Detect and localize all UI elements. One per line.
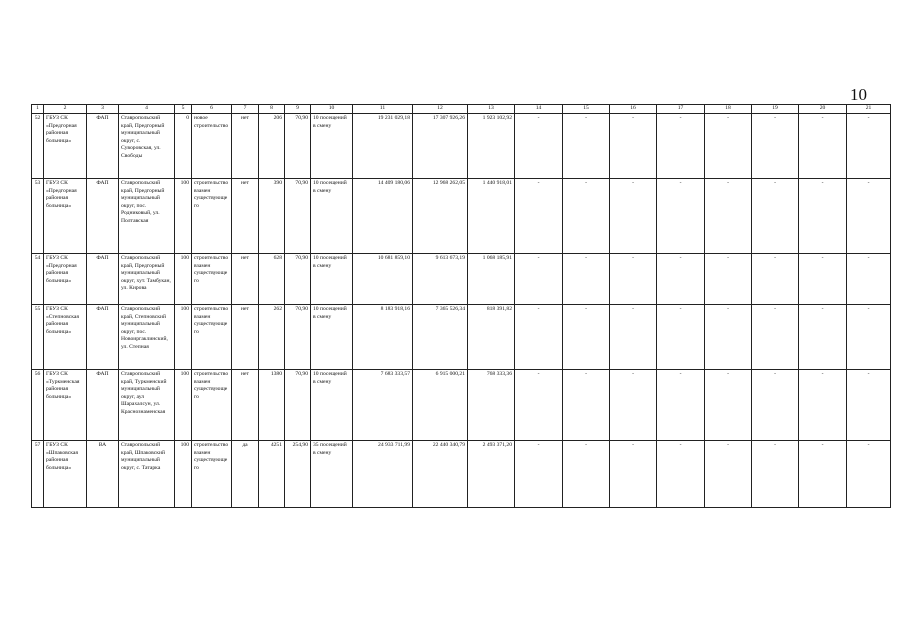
work-type-cell: строительство взамен существующего bbox=[192, 305, 232, 370]
column-9-cell: 254,90 bbox=[285, 441, 311, 508]
organization-cell: ГБУЗ СК «Предгорная районная больница» bbox=[44, 114, 87, 179]
capacity-cell: 10 посещений в смену bbox=[311, 114, 353, 179]
table-row bbox=[32, 254, 891, 305]
facility-type-cell: ФАП bbox=[87, 179, 119, 254]
empty-value-cell: - bbox=[752, 370, 799, 441]
empty-value-cell: - bbox=[515, 114, 563, 179]
empty-value-cell: - bbox=[705, 441, 752, 508]
empty-value-cell: - bbox=[705, 179, 752, 254]
cost-federal-cell: 12 968 262,05 bbox=[413, 179, 468, 254]
cost-total-cell: 8 183 918,16 bbox=[353, 305, 413, 370]
column-number-header: 14 bbox=[515, 105, 563, 114]
column-9-cell: 70,90 bbox=[285, 370, 311, 441]
empty-value-cell: - bbox=[752, 179, 799, 254]
empty-value-cell: - bbox=[847, 254, 891, 305]
facility-type-cell: ФАП bbox=[87, 305, 119, 370]
column-5-cell: 100 bbox=[175, 179, 192, 254]
empty-value-cell: - bbox=[752, 305, 799, 370]
cost-total-cell: 14 409 180,06 bbox=[353, 179, 413, 254]
cost-total-cell: 19 231 029,18 bbox=[353, 114, 413, 179]
empty-value-cell: - bbox=[563, 114, 610, 179]
empty-value-cell: - bbox=[515, 441, 563, 508]
column-9-cell: 70,90 bbox=[285, 305, 311, 370]
cost-regional-cell: 1 440 918,01 bbox=[468, 179, 515, 254]
empty-value-cell: - bbox=[705, 114, 752, 179]
page-number: 10 bbox=[850, 85, 867, 104]
capacity-cell: 10 посещений в смену bbox=[311, 370, 353, 441]
empty-value-cell: - bbox=[847, 179, 891, 254]
column-number-header: 18 bbox=[705, 105, 752, 114]
address-cell: Ставропольский край, Шпаковский муниципальный округ, с. Татарка bbox=[119, 441, 175, 508]
cost-regional-cell: 2 493 371,20 bbox=[468, 441, 515, 508]
column-number-header: 21 bbox=[847, 105, 891, 114]
cost-federal-cell: 7 365 526,34 bbox=[413, 305, 468, 370]
column-number-header: 12 bbox=[413, 105, 468, 114]
column-8-cell: 1380 bbox=[259, 370, 285, 441]
empty-value-cell: - bbox=[515, 370, 563, 441]
work-type-cell: строительство взамен существующего bbox=[192, 254, 232, 305]
column-number-header: 1 bbox=[32, 105, 44, 114]
column-7-cell: нет bbox=[232, 254, 259, 305]
empty-value-cell: - bbox=[799, 441, 847, 508]
empty-value-cell: - bbox=[515, 179, 563, 254]
column-number-header: 6 bbox=[192, 105, 232, 114]
empty-value-cell: - bbox=[705, 305, 752, 370]
column-number-header: 3 bbox=[87, 105, 119, 114]
facilities-table bbox=[31, 104, 891, 508]
empty-value-cell: - bbox=[705, 370, 752, 441]
empty-value-cell: - bbox=[563, 305, 610, 370]
work-type-cell: строительство взамен существующего bbox=[192, 441, 232, 508]
column-8-cell: 390 bbox=[259, 179, 285, 254]
column-number-header: 20 bbox=[799, 105, 847, 114]
cost-regional-cell: 1 923 102,92 bbox=[468, 114, 515, 179]
capacity-cell: 35 посещений в смену bbox=[311, 441, 353, 508]
empty-value-cell: - bbox=[610, 254, 657, 305]
organization-cell: ГБУЗ СК «Предгорная районная больница» bbox=[44, 254, 87, 305]
capacity-cell: 10 посещений в смену bbox=[311, 179, 353, 254]
empty-value-cell: - bbox=[610, 441, 657, 508]
column-number-header: 19 bbox=[752, 105, 799, 114]
empty-value-cell: - bbox=[847, 370, 891, 441]
empty-value-cell: - bbox=[799, 114, 847, 179]
cost-federal-cell: 9 613 673,19 bbox=[413, 254, 468, 305]
empty-value-cell: - bbox=[752, 114, 799, 179]
column-9-cell: 70,90 bbox=[285, 179, 311, 254]
table-row bbox=[32, 370, 891, 441]
cost-regional-cell: 768 333,36 bbox=[468, 370, 515, 441]
column-8-cell: 206 bbox=[259, 114, 285, 179]
empty-value-cell: - bbox=[752, 254, 799, 305]
empty-value-cell: - bbox=[799, 370, 847, 441]
column-number-header: 16 bbox=[610, 105, 657, 114]
empty-value-cell: - bbox=[563, 179, 610, 254]
table-row bbox=[32, 441, 891, 508]
empty-value-cell: - bbox=[657, 179, 705, 254]
table-row bbox=[32, 179, 891, 254]
column-7-cell: нет bbox=[232, 114, 259, 179]
column-5-cell: 100 bbox=[175, 441, 192, 508]
facility-type-cell: ФАП bbox=[87, 114, 119, 179]
address-cell: Ставропольский край, Туркменский муниципальный округ, аул Шарахалсун, ул. Краснознаменская bbox=[119, 370, 175, 441]
row-number-cell: 54 bbox=[32, 254, 44, 305]
empty-value-cell: - bbox=[705, 254, 752, 305]
empty-value-cell: - bbox=[847, 114, 891, 179]
column-number-header: 13 bbox=[468, 105, 515, 114]
column-9-cell: 70,90 bbox=[285, 114, 311, 179]
table-row bbox=[32, 114, 891, 179]
column-5-cell: 100 bbox=[175, 305, 192, 370]
empty-value-cell: - bbox=[657, 254, 705, 305]
column-7-cell: нет bbox=[232, 370, 259, 441]
empty-value-cell: - bbox=[515, 254, 563, 305]
organization-cell: ГБУЗ СК «Туркменская районная больница» bbox=[44, 370, 87, 441]
empty-value-cell: - bbox=[610, 370, 657, 441]
column-5-cell: 100 bbox=[175, 370, 192, 441]
work-type-cell: новое строительство bbox=[192, 114, 232, 179]
column-number-header: 9 bbox=[285, 105, 311, 114]
empty-value-cell: - bbox=[799, 179, 847, 254]
cost-regional-cell: 1 068 185,91 bbox=[468, 254, 515, 305]
address-cell: Ставропольский край, Предгорный муниципальный округ, пос. Родниковый, ул. Полтавская bbox=[119, 179, 175, 254]
facility-type-cell: ВА bbox=[87, 441, 119, 508]
empty-value-cell: - bbox=[847, 305, 891, 370]
work-type-cell: строительство взамен существующего bbox=[192, 179, 232, 254]
organization-cell: ГБУЗ СК «Степновская районная больница» bbox=[44, 305, 87, 370]
empty-value-cell: - bbox=[657, 370, 705, 441]
row-number-cell: 53 bbox=[32, 179, 44, 254]
cost-federal-cell: 17 307 926,26 bbox=[413, 114, 468, 179]
empty-value-cell: - bbox=[657, 441, 705, 508]
column-8-cell: 262 bbox=[259, 305, 285, 370]
column-8-cell: 628 bbox=[259, 254, 285, 305]
column-number-header: 4 bbox=[119, 105, 175, 114]
column-7-cell: да bbox=[232, 441, 259, 508]
empty-value-cell: - bbox=[799, 254, 847, 305]
column-5-cell: 0 bbox=[175, 114, 192, 179]
work-type-cell: строительство взамен существующего bbox=[192, 370, 232, 441]
empty-value-cell: - bbox=[563, 370, 610, 441]
column-7-cell: нет bbox=[232, 305, 259, 370]
cost-federal-cell: 6 915 000,21 bbox=[413, 370, 468, 441]
organization-cell: ГБУЗ СК «Шпаковская районная больница» bbox=[44, 441, 87, 508]
empty-value-cell: - bbox=[563, 441, 610, 508]
column-number-header: 5 bbox=[175, 105, 192, 114]
facility-type-cell: ФАП bbox=[87, 254, 119, 305]
empty-value-cell: - bbox=[657, 114, 705, 179]
column-7-cell: нет bbox=[232, 179, 259, 254]
column-number-header: 7 bbox=[232, 105, 259, 114]
row-number-cell: 52 bbox=[32, 114, 44, 179]
cost-total-cell: 10 681 859,10 bbox=[353, 254, 413, 305]
column-number-header: 15 bbox=[563, 105, 610, 114]
column-number-header: 2 bbox=[44, 105, 87, 114]
capacity-cell: 10 посещений в смену bbox=[311, 305, 353, 370]
column-number-header: 8 bbox=[259, 105, 285, 114]
row-number-cell: 55 bbox=[32, 305, 44, 370]
table-row bbox=[32, 305, 891, 370]
column-9-cell: 70,90 bbox=[285, 254, 311, 305]
empty-value-cell: - bbox=[799, 305, 847, 370]
cost-total-cell: 24 933 711,99 bbox=[353, 441, 413, 508]
address-cell: Ставропольский край, Степновский муниципальный округ, пос. Новоиргаклинский, ул. Степная bbox=[119, 305, 175, 370]
empty-value-cell: - bbox=[657, 305, 705, 370]
address-cell: Ставропольский край, Предгорный муниципальный округ, хут. Тамбукан, ул. Кирова bbox=[119, 254, 175, 305]
column-number-header: 17 bbox=[657, 105, 705, 114]
empty-value-cell: - bbox=[610, 179, 657, 254]
column-number-header: 10 bbox=[311, 105, 353, 114]
cost-total-cell: 7 683 333,57 bbox=[353, 370, 413, 441]
organization-cell: ГБУЗ СК «Предгорная районная больница» bbox=[44, 179, 87, 254]
cost-federal-cell: 22 440 340,79 bbox=[413, 441, 468, 508]
empty-value-cell: - bbox=[752, 441, 799, 508]
facility-type-cell: ФАП bbox=[87, 370, 119, 441]
row-number-cell: 56 bbox=[32, 370, 44, 441]
empty-value-cell: - bbox=[515, 305, 563, 370]
empty-value-cell: - bbox=[847, 441, 891, 508]
address-cell: Ставропольский край, Предгорный муниципальный округ, с. Суворовская, ул. Свободы bbox=[119, 114, 175, 179]
empty-value-cell: - bbox=[610, 305, 657, 370]
row-number-cell: 57 bbox=[32, 441, 44, 508]
capacity-cell: 10 посещений в смену bbox=[311, 254, 353, 305]
column-8-cell: 4251 bbox=[259, 441, 285, 508]
column-5-cell: 100 bbox=[175, 254, 192, 305]
empty-value-cell: - bbox=[610, 114, 657, 179]
column-numbers-row bbox=[32, 105, 891, 114]
column-number-header: 11 bbox=[353, 105, 413, 114]
empty-value-cell: - bbox=[563, 254, 610, 305]
cost-regional-cell: 818 391,82 bbox=[468, 305, 515, 370]
